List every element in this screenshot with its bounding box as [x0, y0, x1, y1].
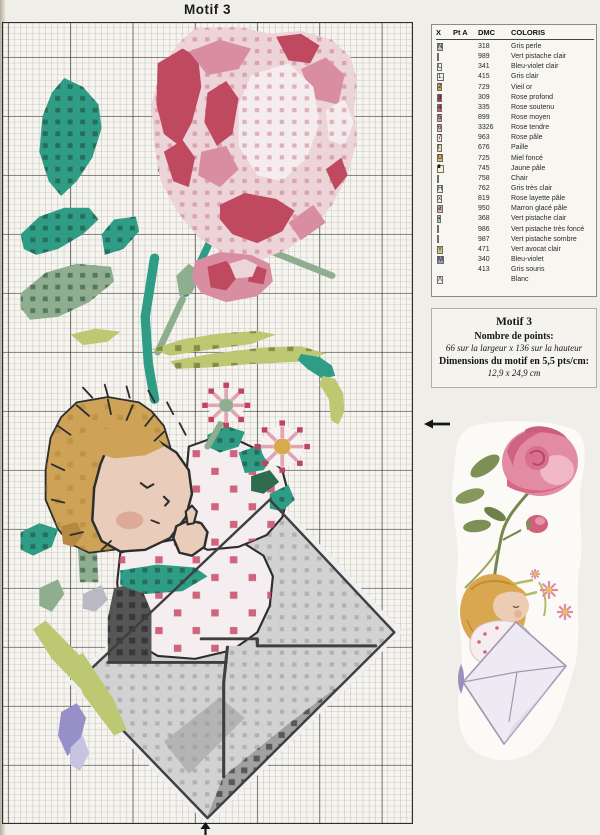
- info-stitch-count-value: 66 sur la largeur x 136 sur la hauteur: [445, 343, 583, 353]
- color-swatch: D: [438, 155, 443, 162]
- legend-row: [436, 224, 594, 234]
- color-name: Rose soutenu: [511, 103, 555, 111]
- color-swatch: x: [438, 195, 441, 202]
- color-name: Marron glacé pâle: [511, 205, 568, 213]
- color-swatch: Y: [438, 246, 443, 253]
- legend-row: [436, 265, 594, 275]
- color-name: Rose layette pâle: [511, 195, 566, 203]
- legend-row: [436, 102, 594, 112]
- color-swatch: [437, 225, 439, 233]
- color-name: Gris clair: [511, 73, 539, 81]
- dmc-code: 986: [478, 225, 490, 233]
- dmc-code: 758: [478, 174, 490, 182]
- color-swatch: ▪: [438, 216, 441, 223]
- color-name: Vert pistache clair: [511, 53, 567, 61]
- rosebud: [526, 515, 548, 533]
- color-name: Rose pâle: [511, 134, 543, 142]
- legend-row: [436, 133, 594, 143]
- legend-rows: [436, 42, 594, 285]
- info-stitch-count-label: Nombre de points:: [474, 331, 554, 342]
- dmc-code: 819: [478, 195, 490, 203]
- color-name: Vert avocat clair: [511, 245, 561, 253]
- dmc-code: 309: [478, 93, 490, 101]
- dmc-code: 729: [478, 83, 490, 91]
- color-name: Rose moyen: [511, 114, 551, 122]
- color-name: Blanc: [511, 276, 529, 284]
- dmc-code: 762: [478, 185, 490, 193]
- legend-row: [436, 254, 594, 264]
- color-swatch: L: [438, 64, 442, 71]
- color-swatch: 7: [438, 135, 442, 142]
- color-name: Gris très clair: [511, 185, 553, 193]
- color-swatch: ▘: [438, 165, 443, 172]
- color-name: Vert pistache clair: [511, 215, 567, 223]
- dmc-code: 725: [478, 154, 490, 162]
- dmc-code: 899: [478, 114, 490, 122]
- color-name: Paille: [511, 144, 529, 152]
- legend-header-row: [436, 28, 594, 40]
- dmc-code: 340: [478, 256, 490, 264]
- dmc-code: 963: [478, 134, 490, 142]
- color-name: Miel foncé: [511, 154, 543, 162]
- info-dimensions-label: Dimensions du motif en 5,5 pts/cm:: [438, 355, 589, 367]
- dmc-code: 987: [478, 235, 490, 243]
- legend-header-pta: Pt A: [453, 28, 468, 37]
- dmc-code: 950: [478, 205, 490, 213]
- color-swatch: Λ: [438, 277, 443, 284]
- legend-row: [436, 72, 594, 82]
- color-swatch: 3: [438, 94, 442, 101]
- legend-row: [436, 112, 594, 122]
- legend-row: [436, 204, 594, 214]
- center-marker-arrow-up: [199, 822, 212, 835]
- legend-row: [436, 153, 594, 163]
- color-name: Vert pistache sombre: [511, 235, 577, 243]
- legend-row: [436, 214, 594, 224]
- color-name: Vieil or: [511, 83, 533, 91]
- legend-header-x: X: [436, 28, 442, 37]
- dmc-code: 318: [478, 43, 490, 51]
- color-name: Gris perle: [511, 43, 542, 51]
- color-swatch: N: [438, 43, 443, 50]
- color-swatch: [437, 175, 439, 183]
- color-name: Bleu-violet: [511, 256, 544, 264]
- dmc-code: 335: [478, 103, 490, 111]
- dmc-code: 3326: [478, 124, 494, 132]
- legend-row: [436, 244, 594, 254]
- color-name: Gris souris: [511, 266, 545, 274]
- dmc-code: 415: [478, 73, 490, 81]
- info-dimensions-value: 12,9 x 24,9 cm: [487, 367, 541, 378]
- color-swatch: H: [438, 185, 443, 192]
- legend-header-dmc: DMC: [478, 28, 496, 37]
- info-motif-title: Motif 3: [495, 316, 533, 328]
- pattern-info-box: [431, 308, 597, 388]
- color-name: Bleu-violet clair: [511, 63, 559, 71]
- color-name: Rose tendre: [511, 124, 550, 132]
- legend-row: [436, 173, 594, 183]
- color-swatch: [437, 235, 439, 243]
- legend-row: [436, 234, 594, 244]
- legend-row: [436, 163, 594, 173]
- color-swatch: Γ: [438, 145, 442, 152]
- color-swatch: M: [438, 256, 443, 263]
- baby-cheek: [514, 610, 522, 618]
- dmc-code: 471: [478, 245, 490, 253]
- dmc-code: 413: [478, 266, 490, 274]
- dmc-code: 676: [478, 144, 490, 152]
- chart-title: Motif 3: [184, 2, 231, 17]
- color-name: Rose profond: [511, 93, 554, 101]
- legend-row: [436, 143, 594, 153]
- legend-row: [436, 42, 594, 52]
- legend-row: [436, 194, 594, 204]
- legend-row: [436, 275, 594, 285]
- dmc-code: 341: [478, 63, 490, 71]
- legend-row: [436, 183, 594, 193]
- color-swatch: 4: [438, 104, 442, 111]
- dmc-code: 368: [478, 215, 490, 223]
- color-legend: [431, 24, 597, 297]
- color-name: Vert pistache très foncé: [511, 225, 585, 233]
- color-name: Chair: [511, 174, 528, 182]
- dmc-code: 989: [478, 53, 490, 61]
- color-swatch: [437, 53, 439, 61]
- legend-row: [436, 62, 594, 72]
- legend-row: [436, 52, 594, 62]
- dmc-code: 745: [478, 164, 490, 172]
- color-swatch: 6: [438, 124, 442, 131]
- cross-stitch-chart: [2, 22, 413, 824]
- legend-row: [436, 82, 594, 92]
- color-swatch: ø: [438, 206, 442, 213]
- color-swatch: 5: [438, 114, 442, 121]
- color-swatch: 2: [438, 84, 442, 91]
- color-swatch: 1.: [438, 74, 444, 81]
- legend-header-coloris: COLORIS: [511, 28, 546, 37]
- legend-row: [436, 92, 594, 102]
- legend-row: [436, 123, 594, 133]
- finished-sample-photo: [437, 420, 600, 776]
- color-name: Jaune pâle: [511, 164, 546, 172]
